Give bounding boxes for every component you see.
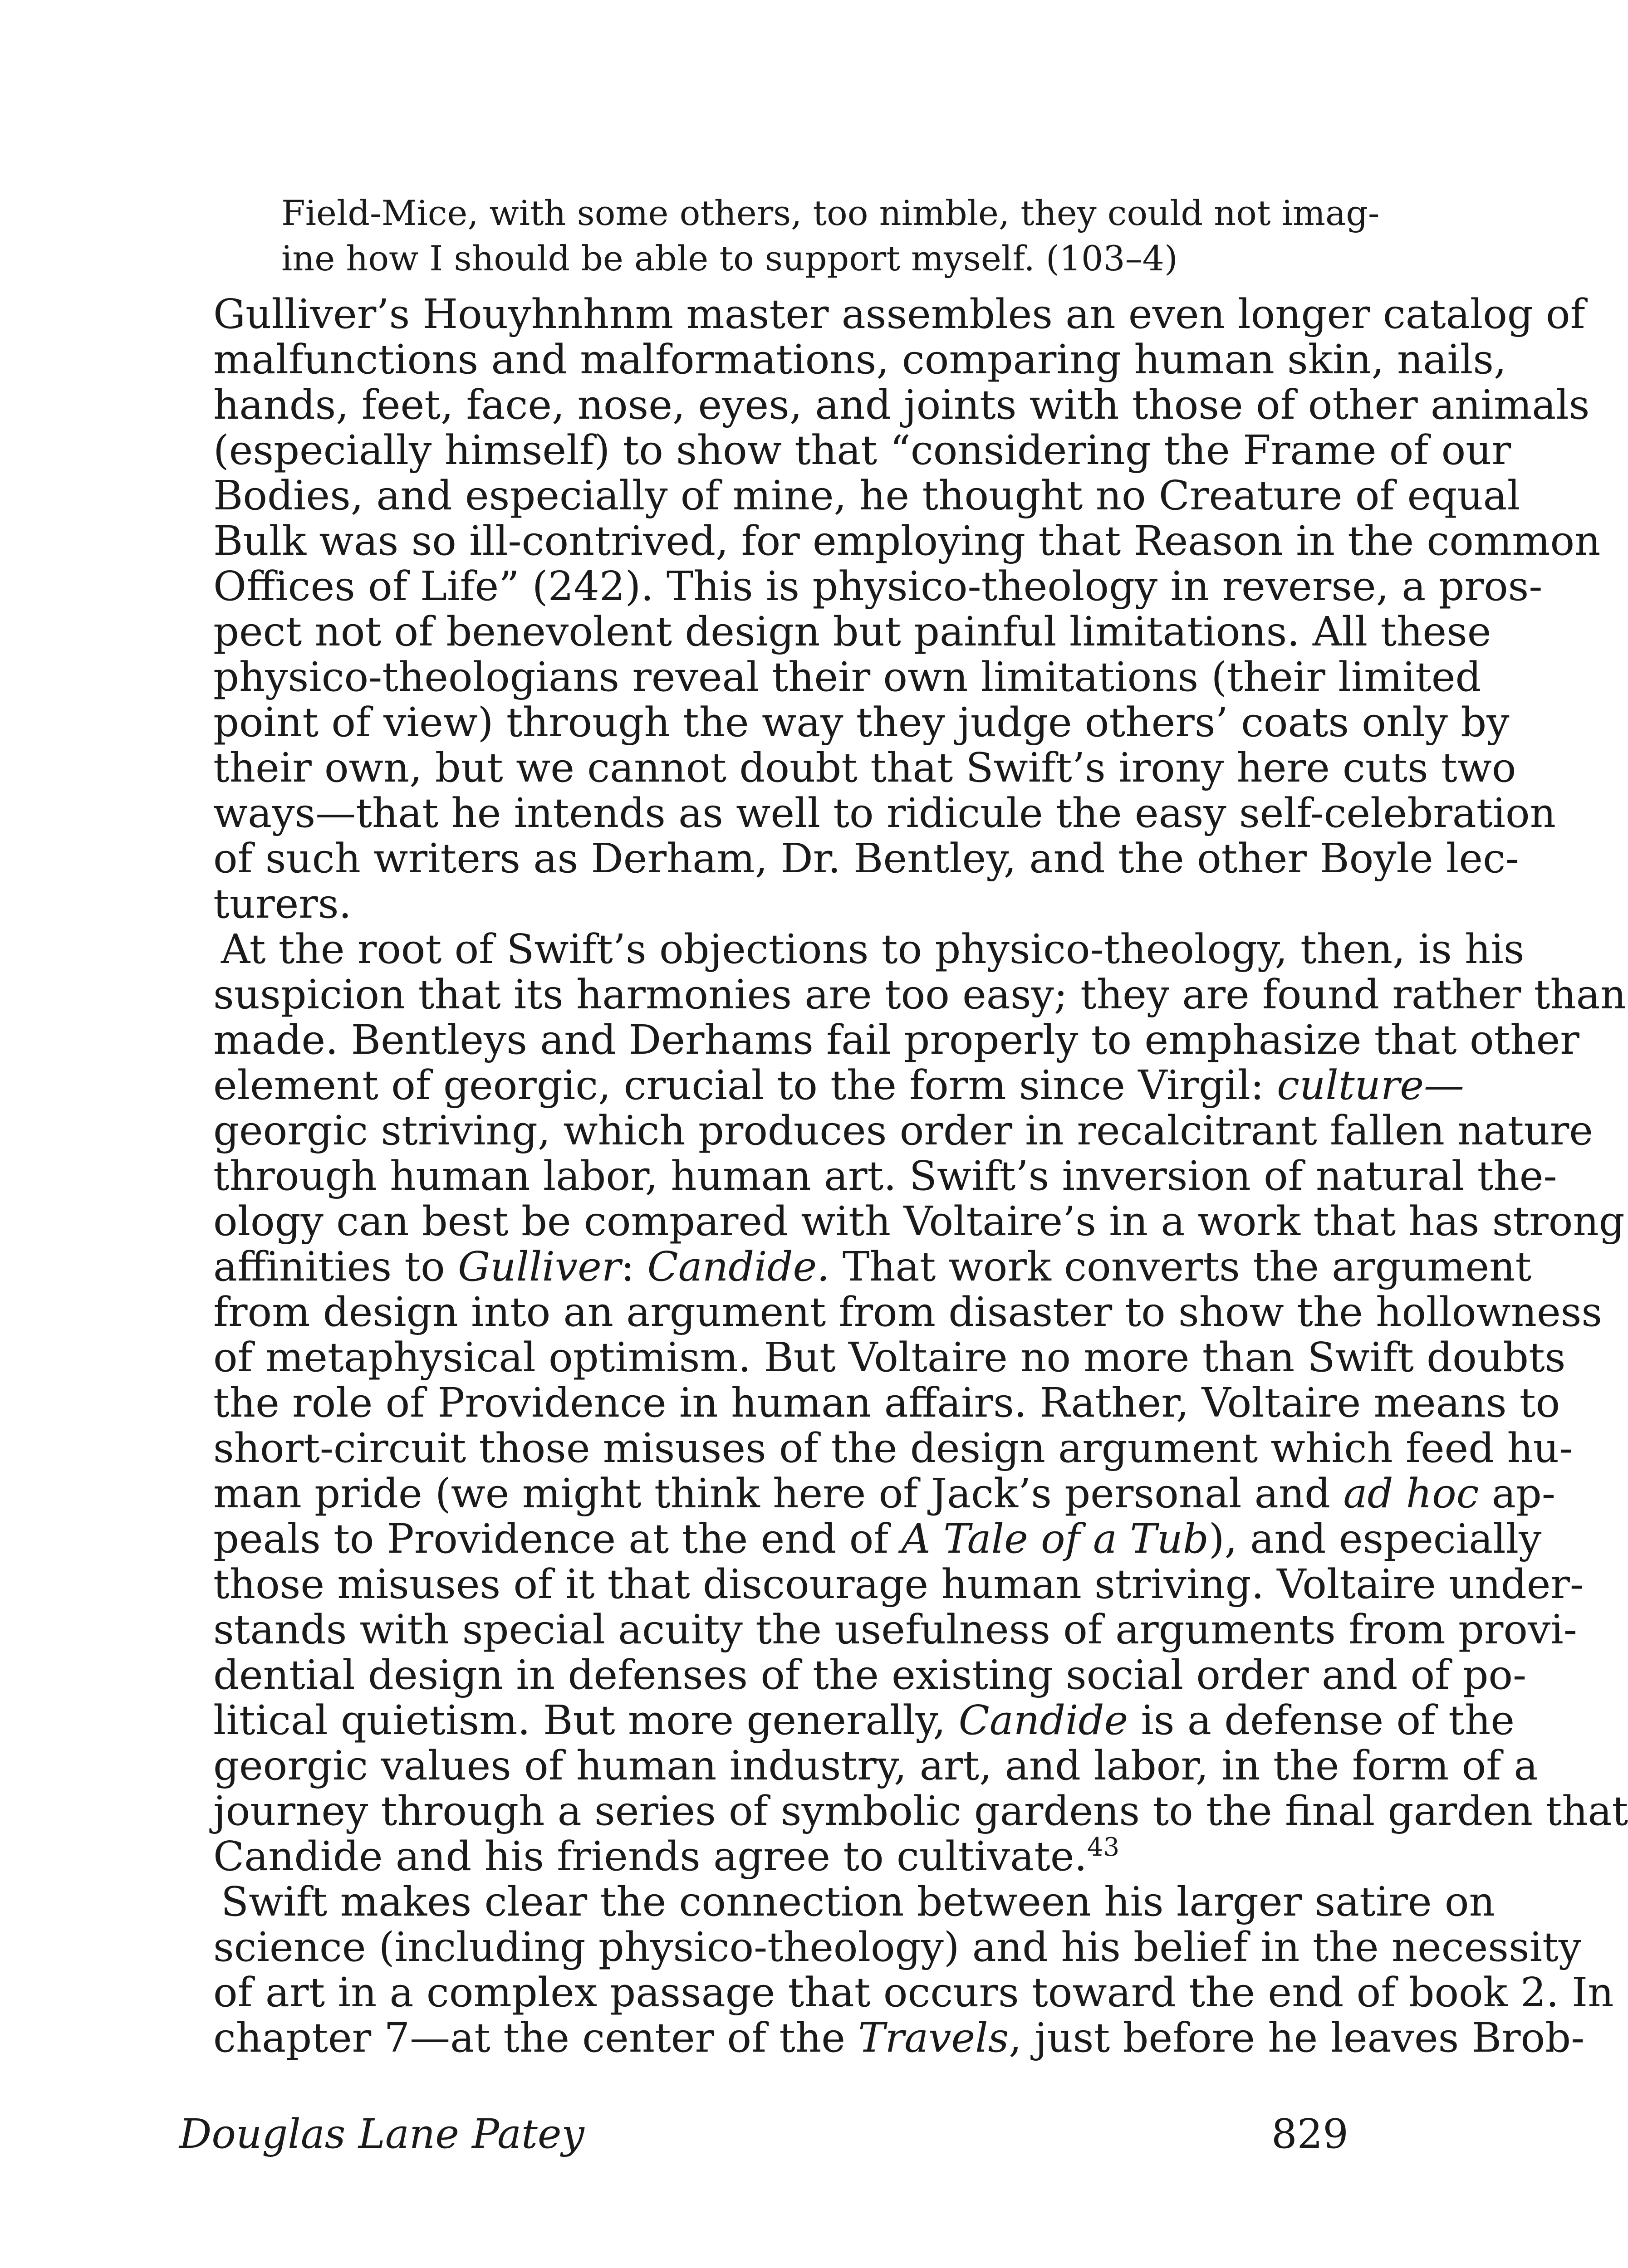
- text-line: Offices of Life” (242). This is physico-theology in reverse, a pros-: [213, 562, 1543, 610]
- text-line: dential design in defenses of the existing social order and of po-: [213, 1651, 1527, 1698]
- text-line: Candide and his friends agree to cultivate.$^{43}$: [213, 1833, 1120, 1880]
- footnote-reference[interactable]: 43: [1087, 1833, 1120, 1862]
- text-line: turers.: [213, 880, 352, 927]
- text-line: Bulk was so ill-contrived, for employing that Reason in the common: [213, 517, 1601, 564]
- text-line: malfunctions and malformations, comparing human skin, nails,: [213, 336, 1507, 383]
- text-line: suspicion that its harmonies are too easy; they are found rather than: [213, 971, 1627, 1018]
- text-line: pect not of benevolent design but painful limitations. All these: [213, 608, 1491, 655]
- text-line: from design into an argument from disaster to show the hollowness: [213, 1288, 1603, 1335]
- text-line: of art in a complex passage that occurs toward the end of book 2. In: [213, 1969, 1614, 2016]
- text-line: (especially himself) to show that “considering the Frame of our: [213, 426, 1511, 474]
- text-line: those misuses of it that discourage human striving. Voltaire under-: [213, 1560, 1584, 1608]
- text-line: physico-theologians reveal their own limitations (their limited: [213, 653, 1481, 700]
- text-line: through human labor, human art. Swift’s inversion of natural the-: [213, 1152, 1557, 1199]
- italic-title: Candide.: [647, 1243, 830, 1290]
- text-line: stands with special acuity the usefulness of arguments from provi-: [213, 1606, 1577, 1653]
- italic-title: A Tale of a Tub: [901, 1515, 1209, 1562]
- text-line: the role of Providence in human affairs. Rather, Voltaire means to: [213, 1379, 1560, 1426]
- italic-term: culture—: [1277, 1061, 1465, 1109]
- italic-title: Travels: [858, 2014, 1009, 2061]
- italic-term: ad hoc: [1343, 1470, 1479, 1517]
- text-line: ways—that he intends as well to ridicule the easy self-celebration: [213, 789, 1556, 836]
- text-line: element of georgic, crucial to the form since Virgil: culture—: [213, 1061, 1465, 1109]
- text-line: journey through a series of symbolic gardens to the final garden that: [213, 1787, 1628, 1834]
- text-line: Gulliver’s Houyhnhnm master assembles an even longer catalog of: [213, 290, 1585, 337]
- footer-author: Douglas Lane Patey: [179, 2110, 584, 2157]
- text-line: their own, but we cannot doubt that Swift’s irony here cuts two: [213, 744, 1516, 791]
- text-line: made. Bentleys and Derhams fail properly to emphasize that other: [213, 1016, 1579, 1063]
- quote-line: ine how I should be able to support myself. (103–4): [281, 238, 1178, 279]
- text-line: Swift makes clear the connection between his larger satire on: [221, 1878, 1495, 1925]
- text-line: short-circuit those misuses of the design argument which feed hu-: [213, 1424, 1573, 1471]
- text-line: At the root of Swift’s objections to physico-theology, then, is his: [221, 925, 1525, 973]
- text-line: peals to Providence at the end of A Tale of a Tub), and especially: [213, 1515, 1542, 1562]
- italic-title: Candide: [958, 1696, 1128, 1744]
- text-line: chapter 7—at the center of the Travels, just before he leaves Brob-: [213, 2014, 1585, 2061]
- text-line: litical quietism. But more generally, Candide is a defense of the: [213, 1696, 1515, 1744]
- text-line: ology can best be compared with Voltaire’s in a work that has strong: [213, 1198, 1625, 1245]
- text-line: georgic values of human industry, art, and labor, in the form of a: [213, 1742, 1538, 1789]
- text-line: georgic striving, which produces order in recalcitrant fallen nature: [213, 1107, 1593, 1154]
- text-line: of such writers as Derham, Dr. Bentley, and the other Boyle lec-: [213, 835, 1519, 882]
- text-line: affinities to Gulliver: Candide. That work converts the argument: [213, 1243, 1532, 1290]
- text-line: Bodies, and especially of mine, he thought no Creature of equal: [213, 472, 1520, 519]
- quote-line: Field-Mice, with some others, too nimble, they could not imag-: [281, 193, 1380, 233]
- text-line: science (including physico-theology) and his belief in the necessity: [213, 1923, 1582, 1970]
- text-line: point of view) through the way they judge others’ coats only by: [213, 699, 1510, 746]
- text-line: of metaphysical optimism. But Voltaire no more than Swift doubts: [213, 1334, 1566, 1381]
- italic-title: Gulliver: [458, 1243, 621, 1290]
- page-number: 829: [1271, 2110, 1348, 2157]
- text-line: man pride (we might think here of Jack’s personal and ad hoc ap-: [213, 1470, 1555, 1517]
- text-line: hands, feet, face, nose, eyes, and joints with those of other animals: [213, 381, 1590, 428]
